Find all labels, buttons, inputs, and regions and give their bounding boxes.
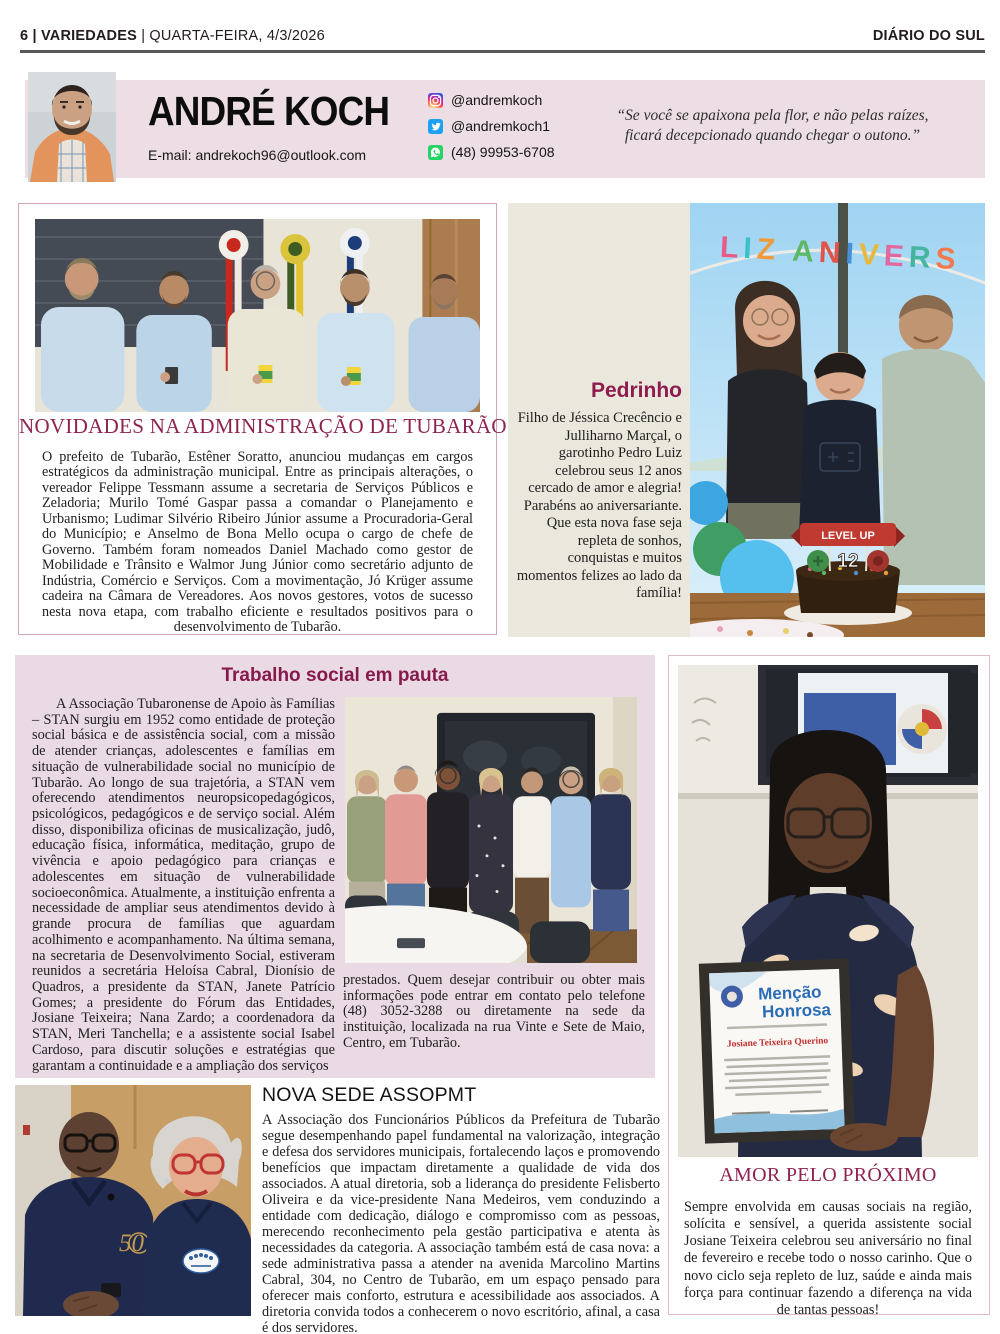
photo-birthday-illustration <box>690 203 985 637</box>
whatsapp-icon <box>428 145 443 160</box>
newspaper-name: DIÁRIO DO SUL <box>872 28 985 44</box>
instagram-handle: @andremkoch <box>451 92 543 108</box>
instagram-icon <box>428 93 443 108</box>
article-assopmt-body: A Associação dos Funcionários Públicos da Prefeitura de Tubarão segue desempenhando papel fundamental na valorização, integração e defesa dos servidores municipais, fortalecendo laços e promovendo benefícios que impactam diretamente a qualidade de vida dos associados. A atual diretoria, sob a liderança do presidente Felisberto Oliveira e da vice-presidente Nana Medeiros, vem conduzindo a entidade com dedicação, diálogo e compromisso com as pessoas, merecendo reconhecimento pela gestão participativa e atenta às necessidades da categoria. A associação também está de casa nova: a sede administrativa passa a atender na avenida Marcolino Martins Cabral, 304, no Centro de Tubarão, em um espaço pensado para oferecer mais conforto, estrutura e acessibilidade aos associados. A diretoria convida todos a conhecerem o novo escritório, afinal, a casa é dos servidores. <box>262 1112 660 1334</box>
polo-logo-number: 50 <box>119 1230 144 1257</box>
mother-figure <box>726 281 812 539</box>
certificate-frame <box>699 958 855 1143</box>
article-pedrinho-body: Filho de Jéssica Crecêncio e Julliharno Marçal, o garotinho Pedro Luiz celebrou seus 12 anos cercado de amor e alegria! Parabéns ao aniversariante. Que esta nova fase seja repleta de sonhos, conquistas e muitos momentos felizes ao lado da família! <box>516 410 682 602</box>
page-header-left <box>20 28 325 44</box>
header-rule <box>20 50 985 53</box>
photo-admin-illustration <box>35 219 480 412</box>
date-label: | QUARTA-FEIRA, 4/3/2026 <box>136 28 325 44</box>
certificate-title-line1: Menção <box>757 982 822 1004</box>
article-pedrinho <box>508 203 985 637</box>
pedrinho-text-block <box>514 379 682 603</box>
article-social-title: Trabalho social em pauta <box>221 665 449 686</box>
columnist-portrait-illustration <box>28 72 116 182</box>
photo-assopmt <box>15 1085 251 1316</box>
article-social-col2: prestados. Quem desejar contribuir ou obter mais informações pode entrar em contato pelo telefone (48) 3052-3288 ou diretamente na sede da instituição, localizada na rua Vinte e Sete de Maio, Centro, em Tubarão. <box>343 972 645 1051</box>
article-josiane-title: AMOR PELO PRÓXIMO <box>719 1164 937 1186</box>
section-label: 6 | VARIEDADES <box>20 28 137 44</box>
birthday-cake <box>791 523 905 613</box>
certificate-name: Josiane Teixeira Querino <box>726 1036 829 1050</box>
cake-topper-text: LEVEL UP <box>821 530 875 542</box>
whatsapp-number: (48) 99953-6708 <box>451 144 555 160</box>
columnist-name: ANDRÉ KOCH <box>148 88 390 134</box>
article-pedrinho-title: Pedrinho <box>590 379 682 402</box>
columnist-quote: “Se você se apaixona pela flor, e não pelas raízes, ficará decepcionado quando chegar o outono.” <box>616 107 929 145</box>
columnist-email: E-mail: andrekoch96@outlook.com <box>148 147 367 163</box>
article-assopmt-title: NOVA SEDE ASSOPMT <box>262 1084 477 1106</box>
photo-honors-illustration <box>678 665 978 1157</box>
social-row-twitter <box>428 118 550 134</box>
article-social-col1: A Associação Tubaronense de Apoio às Famílias – STAN surgiu em 1952 como entidade de proteção social básica e de assistência social, com a missão de atender crianças, adolescentes e famílias em situação de vulnerabilidade social no município de Tubarão. Ao longo de sua trajetória, a STAN vem oferecendo atendimentos neuropsicopedagógicos, psicológicos, pedagógicos e de serviço social. Além disso, disponibiliza oficinas de musicalização, judô, educação física, informática, meditação, grupo de vivência e apoio pedagógico para crianças e adolescentes em situação de vulnerabilidade socioeconômica. Atualmente, a instituição enfrenta a necessidade de ampliar seus atendimentos devido à grande procura de famílias que aguardam acolhimento e acompanhamento. Na última semana, na secretaria de Desenvolvimento Social, estiveram reunidos a secretária Heloísa Cabral, Dionísio de Quadros, a presidente da STAN, Janete Patrício Gomes; a presidente do Fórum das Entidades, Josiane Teixeira; Nana Zardo; a coordenadora da STAN, Meri Tanchella; e a assistente social Isabel Cardoso, para discutir soluções e estratégias que garantam a continuidade e a ampliação dos serviços <box>32 696 335 1074</box>
photo-meeting-illustration <box>345 697 637 963</box>
article-admin <box>18 203 507 636</box>
photo-meeting <box>345 697 637 963</box>
social-row-instagram <box>428 92 542 108</box>
social-row-whatsapp <box>428 144 555 160</box>
photo-honors <box>678 665 978 1157</box>
twitter-icon <box>428 119 443 134</box>
banner-letters: LIZ ANIVERS <box>719 230 962 277</box>
article-josiane-body: Sempre envolvida em causas sociais na região, solícita e sensível, a querida assistente social Josiane Teixeira celebrou seu aniversário no final de fevereiro e recebe todo o nosso carinho. Que o novo ciclo seja repleto de luz, saúde e ainda mais força para continuar fazendo a diferença na vida de tantas pessoas! <box>684 1199 972 1318</box>
photo-admin-team <box>35 219 480 412</box>
photo-assopmt-illustration <box>15 1085 251 1316</box>
article-admin-body: O prefeito de Tubarão, Estêner Soratto, anunciou mudanças em cargos estratégicos da administração municipal. Entre as principais alterações, o vereador Felippe Tessmann assume a secretaria de Serviços Públicos e Zeladoria; Murilo Tomé Gaspar passa a comandar o Planejamento e Urbanismo; Ludimar Silvério Ribeiro Júnior assume a Procuradoria-Geral do Município; e Anselmo de Bona Mello ocupa o cargo de chefe de Governo. Também foram nomeados Daniel Machado como gestor de Mobilidade e Trânsito e Walmor Jung Júnior como secretário adjunto de Indústria, Comércio e Serviços. Com a movimentação, Jó Krüger assume cadeira na Câmara de Vereadores. Aos novos gestores, votos de sucesso nesta nova etapa, com trabalho eficiente e resultados positivos para o desenvolvimento de Tubarão. <box>42 449 473 636</box>
certificate-title-line2: Honrosa <box>761 1000 832 1022</box>
cake-age-text: 12 <box>837 551 859 572</box>
columnist-photo <box>28 72 116 182</box>
article-social <box>15 655 655 1078</box>
article-josiane <box>668 655 990 1318</box>
photo-birthday <box>690 203 985 637</box>
article-admin-title: NOVIDADES NA ADMINISTRAÇÃO DE TUBARÃO <box>19 414 507 438</box>
josiane-hand <box>830 1123 898 1151</box>
twitter-handle: @andremkoch1 <box>451 118 551 134</box>
